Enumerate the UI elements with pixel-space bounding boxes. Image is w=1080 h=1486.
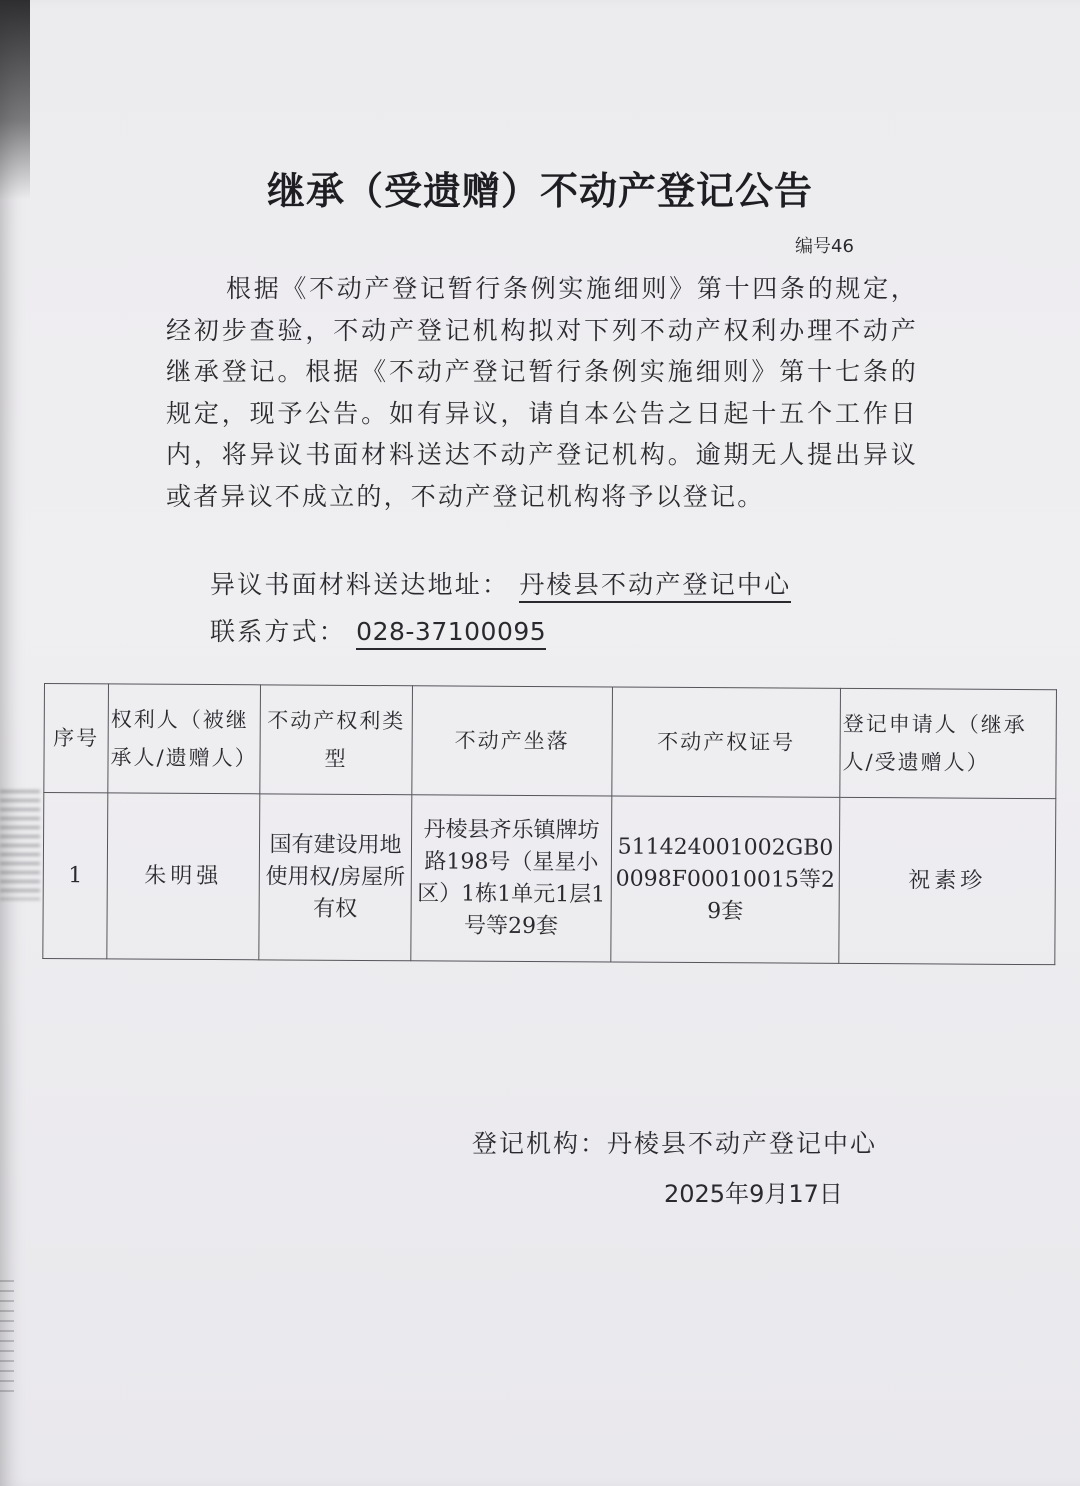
- header-applicant: 登记申请人（继承人/受遗赠人）: [840, 688, 1057, 798]
- header-right-holder: 权利人（被继承人/遗赠人）: [108, 684, 261, 794]
- table-header-row: [44, 684, 1057, 799]
- cell-cert-no: 511424001002GB00098F00010015等29套: [611, 796, 840, 963]
- notice-body-paragraph: 根据《不动产登记暂行条例实施细则》第十四条的规定，经初步查验，不动产登记机构拟对下列不动产权利办理不动产继承登记。根据《不动产登记暂行条例实施细则》第十七条的规定，现予公告。如有异议，请自本公告之日起十五个工作日内，将异议书面材料送达不动产登记机构。逾期无人提出异议或者异议不成立的，不动产登记机构将予以登记。: [166, 274, 918, 511]
- table-row: [43, 793, 1056, 965]
- registration-table: [42, 683, 1057, 965]
- registration-table-wrapper: [42, 683, 1056, 979]
- cell-location: 丹棱县齐乐镇牌坊路198号（星星小区）1栋1单元1层1号等29套: [411, 795, 612, 962]
- contact-line: [210, 612, 546, 648]
- objection-address-line: [210, 565, 791, 601]
- print-smudge-lower: [0, 1280, 14, 1400]
- header-cert-no: 不动产权证号: [612, 687, 841, 797]
- cell-right-type: 国有建设用地使用权/房屋所有权: [259, 794, 412, 961]
- header-seq: 序号: [44, 684, 109, 793]
- header-right-type: 不动产权利类型: [260, 685, 413, 795]
- notice-title: 继承（受遗赠）不动产登记公告: [266, 169, 813, 213]
- cell-right-holder: 朱明强: [107, 793, 260, 960]
- contact-label: 联系方式：: [210, 617, 347, 646]
- serial-number: 编号46: [795, 236, 854, 257]
- header-location: 不动产坐落: [412, 686, 613, 796]
- cell-applicant: 祝素珍: [839, 797, 1056, 964]
- registration-authority: 登记机构：丹棱县不动产登记中心: [472, 1129, 878, 1158]
- objection-address-label: 异议书面材料送达地址：: [210, 570, 510, 599]
- objection-address-value: 丹棱县不动产登记中心: [519, 570, 791, 603]
- contact-phone: 028-37100095: [356, 617, 546, 650]
- notice-date: 2025年9月17日: [664, 1180, 843, 1208]
- print-smudge: [0, 790, 40, 900]
- cell-seq: 1: [43, 793, 108, 959]
